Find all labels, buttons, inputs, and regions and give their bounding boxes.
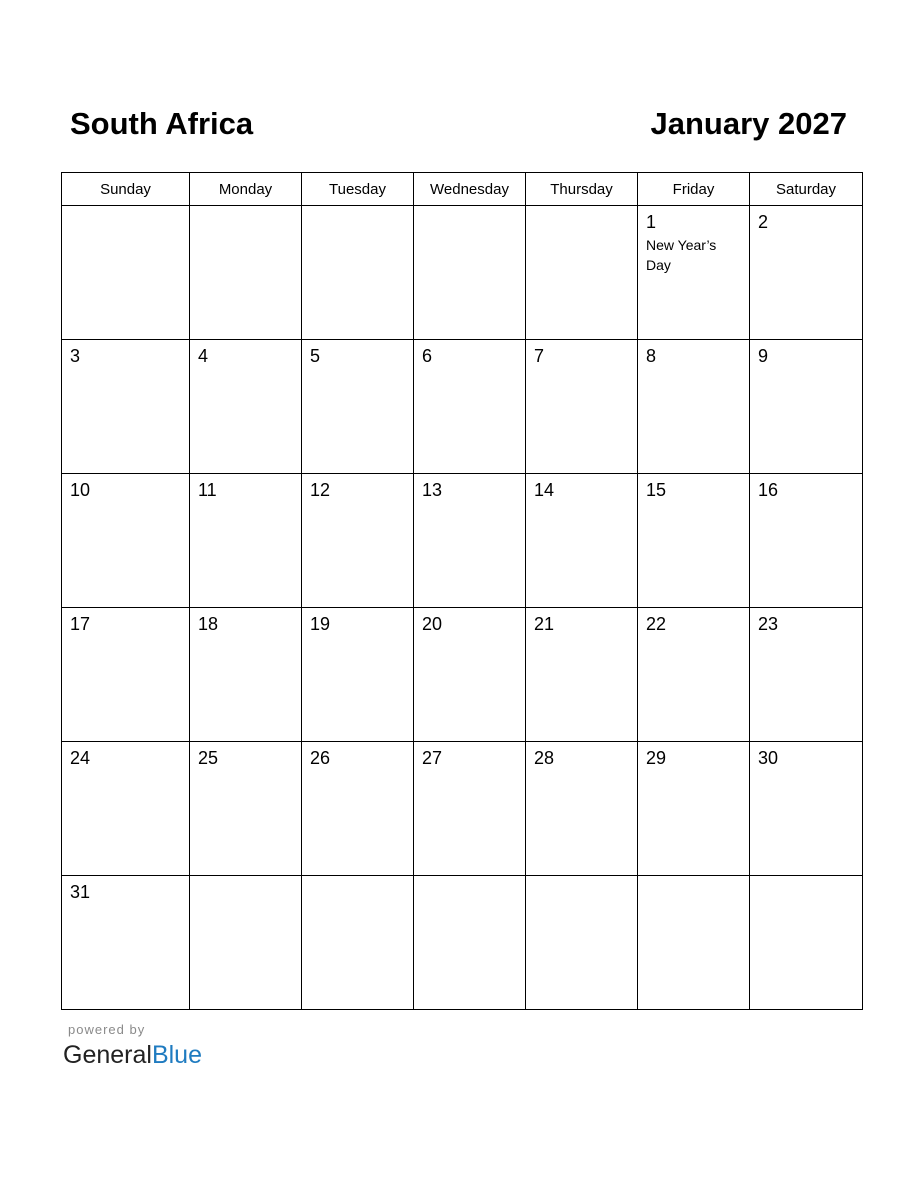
empty-day-cell xyxy=(526,876,638,1010)
week-row xyxy=(62,474,863,608)
day-number: 5 xyxy=(310,346,321,366)
empty-day-cell xyxy=(750,876,863,1010)
day-cell xyxy=(62,742,190,876)
day-number: 27 xyxy=(422,748,443,768)
empty-day-cell xyxy=(414,206,526,340)
day-cell xyxy=(414,474,526,608)
generalblue-logo[interactable] xyxy=(63,1040,202,1070)
empty-day-cell xyxy=(302,206,414,340)
day-cell xyxy=(190,742,302,876)
day-cell xyxy=(526,474,638,608)
empty-day-cell xyxy=(62,206,190,340)
week-row xyxy=(62,206,863,340)
weekday-header: Wednesday xyxy=(414,173,526,206)
day-number: 28 xyxy=(534,748,555,768)
week-row xyxy=(62,608,863,742)
day-cell xyxy=(62,474,190,608)
weekday-header: Thursday xyxy=(526,173,638,206)
day-cell xyxy=(302,340,414,474)
day-cell xyxy=(302,608,414,742)
day-cell xyxy=(526,742,638,876)
weekday-header: Monday xyxy=(190,173,302,206)
day-cell xyxy=(414,608,526,742)
day-cell xyxy=(190,608,302,742)
day-cell xyxy=(638,206,750,340)
day-number: 21 xyxy=(534,614,555,634)
empty-day-cell xyxy=(638,876,750,1010)
day-cell xyxy=(526,608,638,742)
day-number: 15 xyxy=(646,480,667,500)
day-number: 29 xyxy=(646,748,667,768)
day-number: 25 xyxy=(198,748,219,768)
day-cell xyxy=(526,340,638,474)
empty-day-cell xyxy=(190,206,302,340)
week-row xyxy=(62,340,863,474)
powered-by-text: powered by xyxy=(68,1022,146,1037)
weekday-header: Saturday xyxy=(750,173,863,206)
day-number: 19 xyxy=(310,614,331,634)
day-cell xyxy=(62,608,190,742)
day-cell xyxy=(750,742,863,876)
day-cell xyxy=(638,608,750,742)
brand-general-text: General xyxy=(63,1041,152,1069)
week-row xyxy=(62,876,863,1010)
month-year-title: January 2027 xyxy=(650,106,847,141)
brand-blue-text: Blue xyxy=(151,1041,202,1069)
day-cell xyxy=(302,742,414,876)
day-cell xyxy=(414,340,526,474)
day-cell xyxy=(750,206,863,340)
day-number: 11 xyxy=(198,480,217,500)
empty-day-cell xyxy=(190,876,302,1010)
day-number: 4 xyxy=(198,346,209,366)
day-number: 26 xyxy=(310,748,331,768)
day-number: 22 xyxy=(646,614,667,634)
day-cell xyxy=(414,742,526,876)
empty-day-cell xyxy=(302,876,414,1010)
day-number: 20 xyxy=(422,614,443,634)
day-number: 10 xyxy=(70,480,91,500)
day-cell xyxy=(750,340,863,474)
day-cell xyxy=(302,474,414,608)
day-number: 12 xyxy=(310,480,331,500)
day-cell xyxy=(638,474,750,608)
weekday-header: Friday xyxy=(638,173,750,206)
day-number: 18 xyxy=(198,614,219,634)
weekday-header: Tuesday xyxy=(302,173,414,206)
day-number: 13 xyxy=(422,480,443,500)
day-cell xyxy=(638,340,750,474)
day-cell xyxy=(638,742,750,876)
day-number: 2 xyxy=(758,212,769,232)
day-number: 24 xyxy=(70,748,91,768)
country-title: South Africa xyxy=(70,106,254,141)
calendar-grid xyxy=(61,172,863,1010)
empty-day-cell xyxy=(526,206,638,340)
day-number: 8 xyxy=(646,346,657,366)
weekday-header-row xyxy=(62,173,863,206)
day-number: 3 xyxy=(70,346,81,366)
day-cell xyxy=(750,608,863,742)
day-cell xyxy=(62,876,190,1010)
day-number: 16 xyxy=(758,480,779,500)
weekday-header: Sunday xyxy=(62,173,190,206)
day-number: 31 xyxy=(70,882,91,902)
day-number: 9 xyxy=(758,346,769,366)
day-cell xyxy=(750,474,863,608)
day-number: 17 xyxy=(70,614,91,634)
day-number: 30 xyxy=(758,748,779,768)
day-cell xyxy=(62,340,190,474)
day-number: 7 xyxy=(534,346,545,366)
day-number: 23 xyxy=(758,614,779,634)
week-row xyxy=(62,742,863,876)
day-cell xyxy=(190,340,302,474)
day-number: 6 xyxy=(422,346,433,366)
holiday-label: New Year’s Day xyxy=(646,237,717,273)
day-cell xyxy=(190,474,302,608)
day-number: 14 xyxy=(534,480,555,500)
day-number: 1 xyxy=(646,212,657,232)
empty-day-cell xyxy=(414,876,526,1010)
